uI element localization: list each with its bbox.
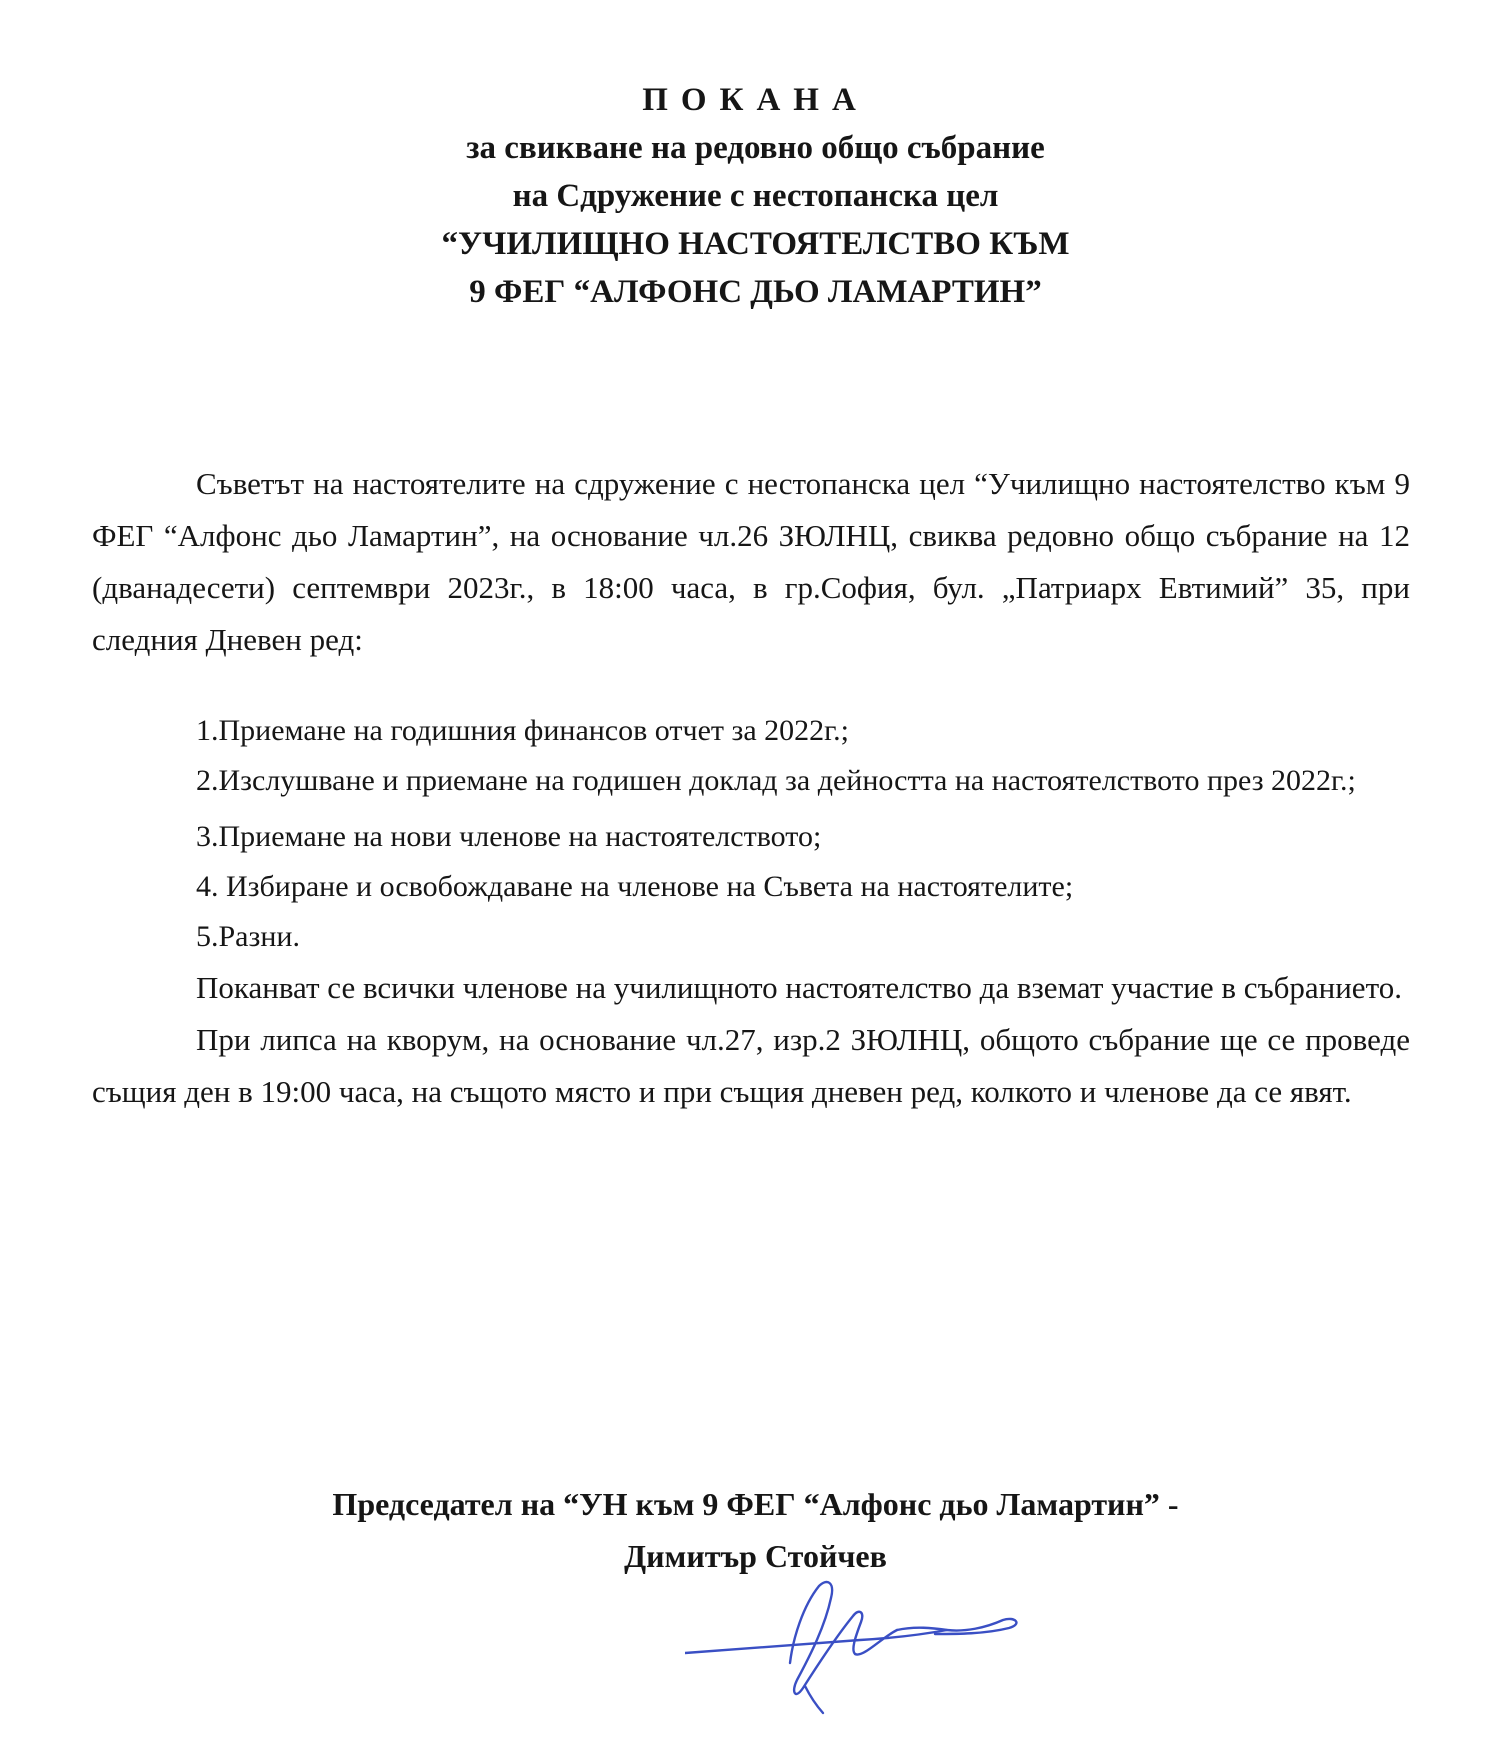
header-subtitle-line-1: за свикване на редовно общо събрание	[466, 130, 1045, 166]
agenda-item-3: 3.Приемане на нови членове на настоятелството;	[196, 820, 822, 853]
header-subtitle-line-2: на Сдружение с нестопанска цел	[512, 178, 999, 214]
document-title: ПОКАНА	[642, 82, 869, 118]
agenda-item-5: 5.Разни.	[196, 920, 300, 953]
intro-paragraph: Съветът на настоятелите на сдружение с нестопанска цел “Училищно настоятелство към 9 ФЕГ “Алфонс дьо Ламартин”, на основание чл.26 ЗЮЛНЦ, свиква редовно общо събрание на 12 (дванадесети) септември 2023г., в 18:00 часа, в гр.София, бул. „Патриарх Евтимий” 35, при следния Дневен ред:	[92, 466, 1410, 657]
quorum-paragraph: При липса на кворум, на основание чл.27, изр.2 ЗЮЛНЦ, общото събрание ще се проведе същия ден в 19:00 часа, на същото място и при същия дневен ред, колкото и членове да се явят.	[92, 1022, 1410, 1109]
handwritten-signature	[685, 1568, 1040, 1728]
signature-block	[0, 1478, 1511, 1582]
header-organization-line-1: “УЧИЛИЩНО НАСТОЯТЕЛСТВО КЪМ	[441, 226, 1070, 262]
chairman-name: Димитър Стойчев	[624, 1538, 887, 1574]
header-organization-line-2: 9 ФЕГ “АЛФОНС ДЬО ЛАМАРТИН”	[469, 274, 1042, 310]
agenda-item-2: 2.Изслушване и приемане на годишен доклад за дейността на настоятелството през 2022г.;	[196, 764, 1356, 797]
agenda-item-1: 1.Приемане на годишния финансов отчет за 2022г.;	[196, 714, 849, 747]
document-header	[0, 76, 1511, 316]
agenda-item-4: 4. Избиране и освобождаване на членове на Съвета на настоятелите;	[196, 870, 1074, 903]
invitation-paragraph: Поканват се всички членове на училищното настоятелство да вземат участие в събранието.	[196, 970, 1402, 1005]
document-body	[92, 458, 1410, 1118]
signature-stroke-underline	[805, 1686, 823, 1713]
signature-stroke-tail	[897, 1619, 1016, 1634]
chairman-role: Председател на “УН към 9 ФЕГ “Алфонс дьо Ламартин” -	[332, 1486, 1179, 1522]
